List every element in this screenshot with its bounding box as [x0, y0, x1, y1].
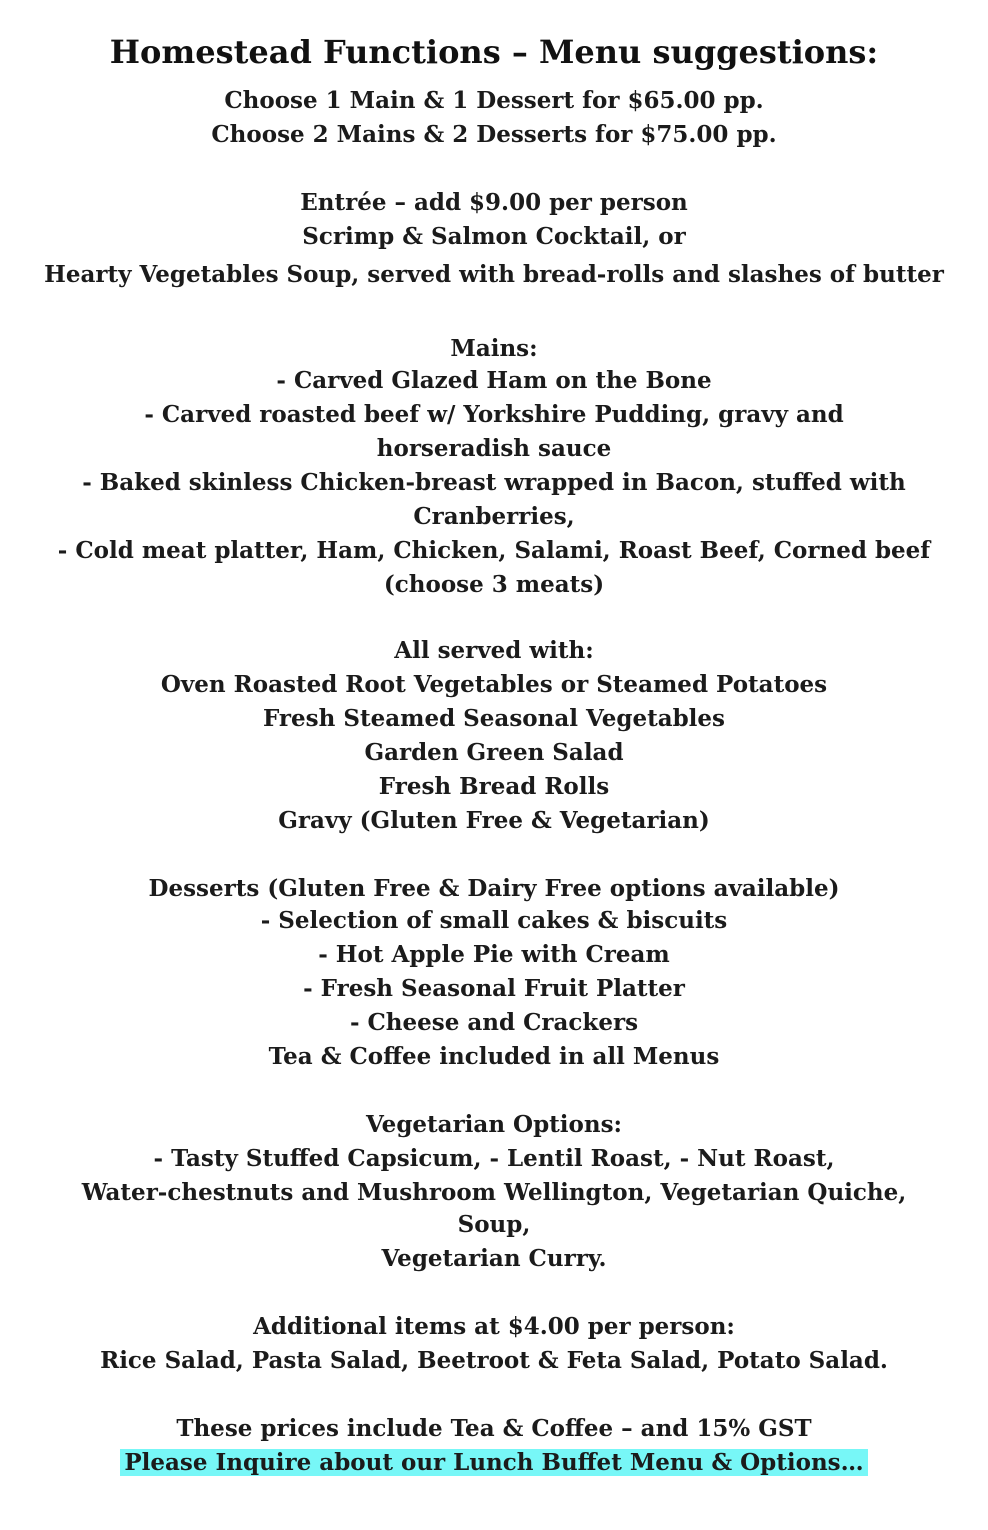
vegetarian-line: - Tasty Stuffed Capsicum, - Lentil Roast, - Nut Roast, [153, 1145, 835, 1172]
pricing-option-2: Choose 2 Mains & 2 Desserts for $75.00 pp. [211, 121, 777, 148]
sides-item: Fresh Bread Rolls [378, 773, 610, 800]
vegetarian-line: Vegetarian Curry. [381, 1245, 607, 1272]
desserts-note: Tea & Coffee included in all Menus [268, 1043, 720, 1070]
desserts-item: - Selection of small cakes & biscuits [260, 907, 728, 934]
sides-item: Oven Roasted Root Vegetables or Steamed Potatoes [160, 671, 828, 698]
sides-heading: All served with: [394, 637, 594, 664]
pricing-option-1: Choose 1 Main & 1 Dessert for $65.00 pp. [224, 87, 764, 114]
mains-line: (choose 3 meats) [383, 571, 605, 598]
sides-item: Gravy (Gluten Free & Vegetarian) [278, 807, 710, 834]
entree-item: Hearty Vegetables Soup, served with bread-rolls and slashes of butter [44, 261, 944, 288]
page-title: Homestead Functions – Menu suggestions: [109, 33, 879, 71]
inquire-line [0, 1448, 988, 1478]
mains-line: Cranberries, [413, 503, 575, 530]
prices-note: These prices include Tea & Coffee – and 15% GST [176, 1415, 812, 1442]
vegetarian-line: Soup, [457, 1211, 531, 1238]
vegetarian-line: Water-chestnuts and Mushroom Wellington, Vegetarian Quiche, [81, 1179, 907, 1206]
additional-items: Rice Salad, Pasta Salad, Beetroot & Feta Salad, Potato Salad. [100, 1347, 888, 1374]
additional-heading: Additional items at $4.00 per person: [253, 1313, 735, 1340]
mains-line: - Carved Glazed Ham on the Bone [276, 367, 712, 394]
desserts-heading: Desserts (Gluten Free & Dairy Free options available) [148, 875, 840, 902]
desserts-item: - Cheese and Crackers [349, 1009, 639, 1036]
mains-line: - Baked skinless Chicken-breast wrapped in Bacon, stuffed with [82, 469, 906, 496]
sides-item: Garden Green Salad [364, 739, 624, 766]
sides-item: Fresh Steamed Seasonal Vegetables [263, 705, 725, 732]
desserts-item: - Fresh Seasonal Fruit Platter [303, 975, 685, 1002]
entree-heading: Entrée – add $9.00 per person [300, 189, 688, 216]
mains-line: - Carved roasted beef w/ Yorkshire Pudding, gravy and [144, 401, 844, 428]
desserts-item: - Hot Apple Pie with Cream [318, 941, 670, 968]
inquire-highlight: Please Inquire about our Lunch Buffet Menu & Options… [120, 1449, 867, 1476]
mains-line: horseradish sauce [376, 435, 612, 462]
vegetarian-heading: Vegetarian Options: [365, 1111, 623, 1138]
mains-heading: Mains: [450, 335, 538, 362]
entree-item: Scrimp & Salmon Cocktail, or [302, 223, 686, 250]
mains-line: - Cold meat platter, Ham, Chicken, Salami, Roast Beef, Corned beef [57, 537, 931, 564]
